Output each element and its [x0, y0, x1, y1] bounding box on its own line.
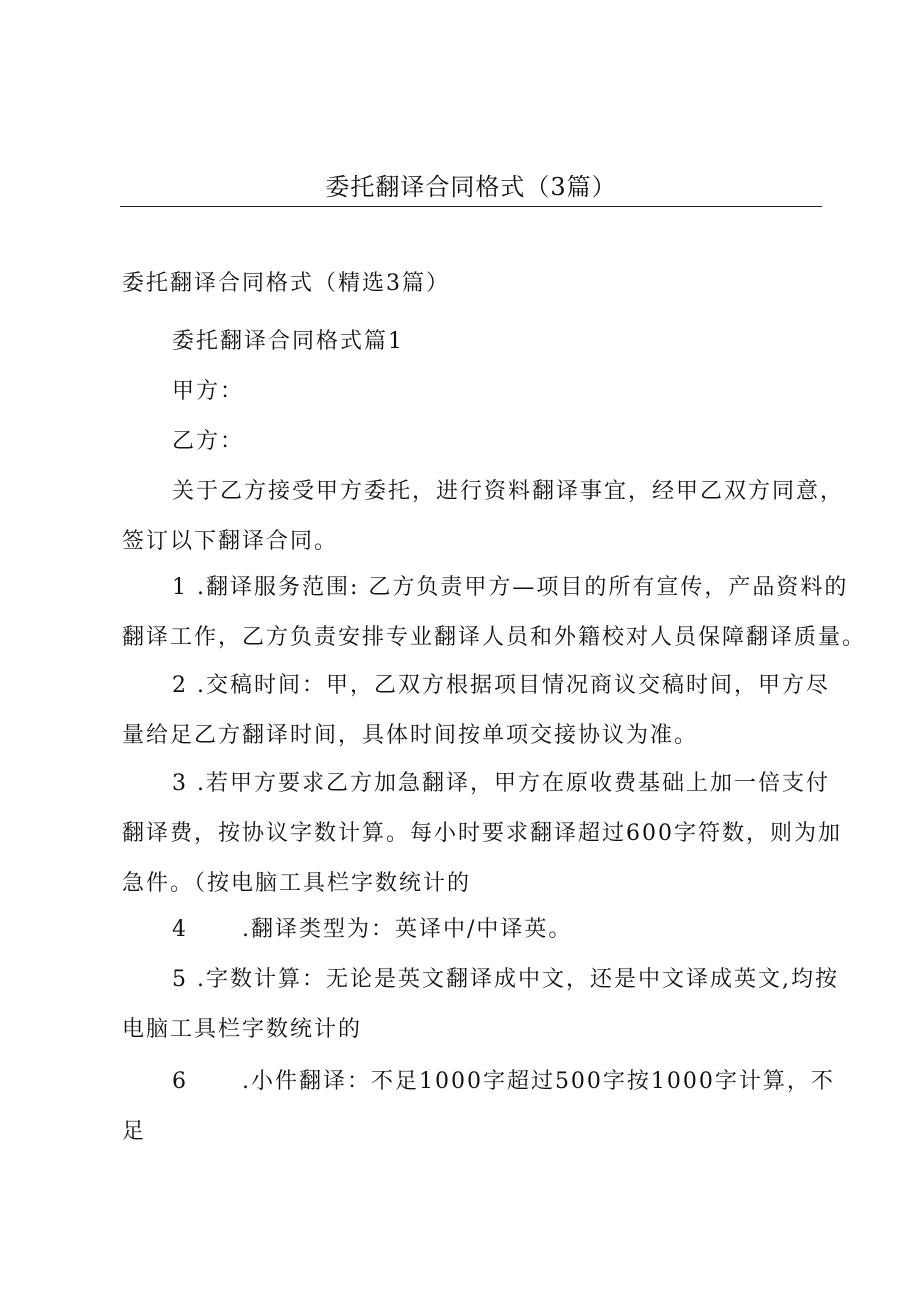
clause-4 — [122, 905, 834, 955]
title-underline — [120, 206, 822, 207]
clause-5-line-1: 5 .字数计算：无论是英文翻译成中文，还是中文译成英文,均按 — [172, 967, 839, 992]
clause-2-line-2: 量给足乙方翻译时间，具体时间按单项交接协议为准。 — [122, 723, 699, 748]
clause-6 — [122, 1057, 834, 1157]
intro-line-1: 关于乙方接受甲方委托，进行资料翻译事宜，经甲乙双方同意， — [172, 479, 845, 504]
party-a-label: 甲方： — [172, 379, 245, 404]
intro-line-2: 签订以下翻译合同。 — [122, 529, 339, 554]
clause-5 — [122, 955, 839, 1055]
clause-3-line-1: 3 .若甲方要求乙方加急翻译，甲方在原收费基础上加一倍支付 — [172, 771, 830, 796]
clause-6-line-2: 足 — [122, 1119, 147, 1144]
clause-1 — [122, 563, 867, 663]
clause-2 — [122, 661, 834, 761]
party-b-line — [172, 417, 834, 467]
clause-6-line-1: 6 .小件翻译：不足1000字超过500字按1000字计算，不 — [172, 1069, 835, 1094]
document-title: 委托翻译合同格式（3篇） — [325, 173, 617, 201]
section-heading-text: 委托翻译合同格式篇1 — [172, 329, 404, 354]
intro-paragraph — [122, 467, 845, 567]
party-b-label: 乙方： — [172, 429, 245, 454]
clause-3-line-2: 翻译费，按协议字数计算。每小时要求翻译超过600字符数，则为加 — [122, 821, 842, 846]
clause-1-line-2: 翻译工作，乙方负责安排专业翻译人员和外籍校对人员保障翻译质量。 — [122, 625, 867, 650]
clause-3 — [122, 759, 842, 909]
clause-2-line-1: 2 .交稿时间：甲，乙双方根据项目情况商议交稿时间，甲方尽 — [172, 673, 830, 698]
clause-1-line-1: 1 .翻译服务范围: 乙方负责甲方—项目的所有宣传，产品资料的 — [172, 575, 849, 600]
subtitle-text: 委托翻译合同格式（精选3篇） — [122, 271, 450, 296]
clause-4-line-1: 4 .翻译类型为：英译中/中译英。 — [172, 917, 573, 942]
party-a-line — [172, 367, 834, 417]
section-heading — [172, 317, 834, 367]
clause-3-line-3: 急件。（按电脑工具栏字数统计的 — [122, 871, 472, 896]
clause-5-line-2: 电脑工具栏字数统计的 — [122, 1017, 363, 1042]
subtitle — [122, 259, 834, 309]
